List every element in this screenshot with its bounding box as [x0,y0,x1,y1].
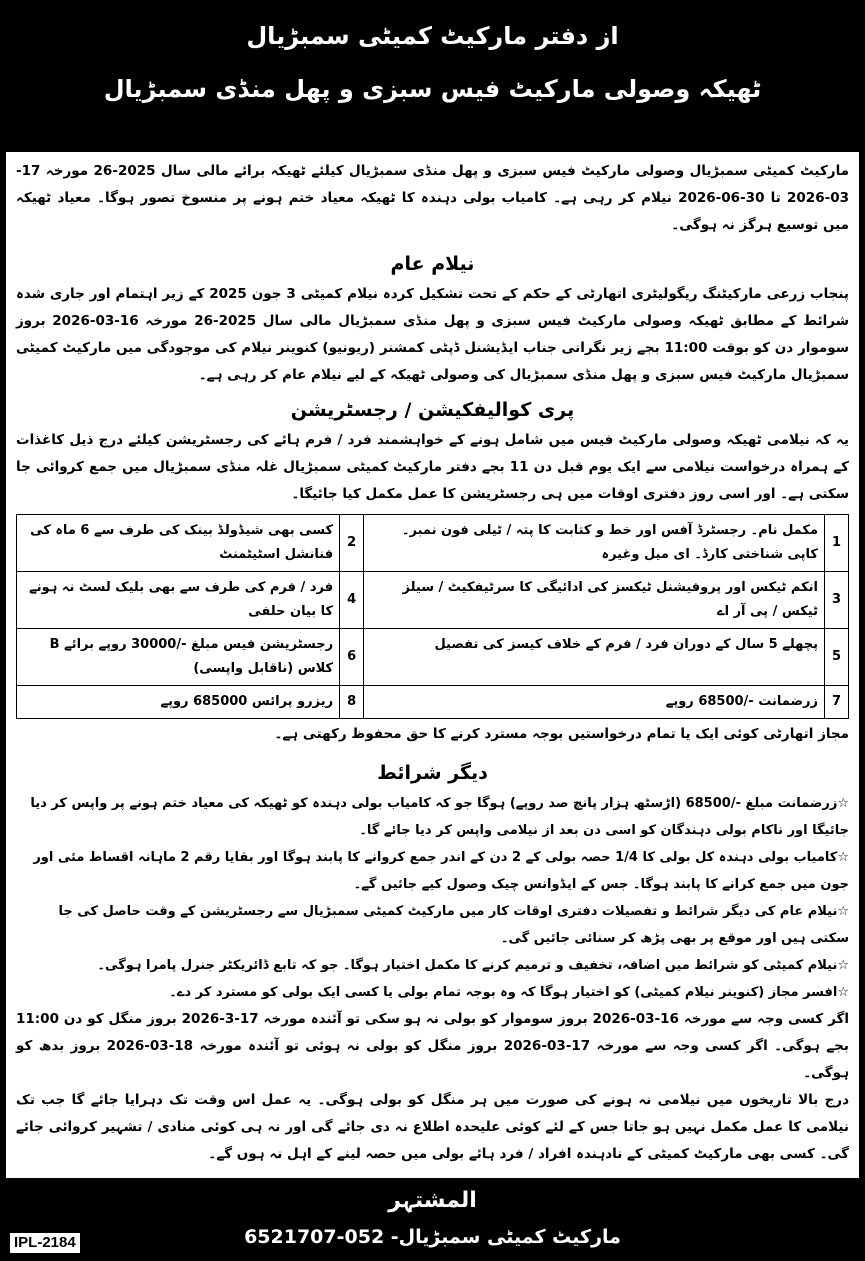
condition-text: زرضمانت مبلغ -/68500 (اڑسٹھ ہزار پانچ صد روپے) ہوگا جو کہ کامیاب بولی دہندہ کو ٹھیکہ کی معیاد ختم ہونے پر واپس کر دیا جائیگا اور ناکام بولی دہندگان کو اسی دن بعد از نیلامی واپس کر دیا جائے گا۔ [30,796,849,838]
item-text: کسی بھی شیڈولڈ بینک کی طرف سے 6 ماہ کی فنانشل اسٹیٹمنٹ [17,515,340,572]
item-number: 7 [825,686,849,719]
item-text: پچھلے 5 سال کے دوران فرد / فرم کے خلاف کیسز کی تفصیل [364,629,825,686]
condition-item [16,952,849,979]
condition-item [16,844,849,898]
contact-line: مارکیٹ کمیٹی سمبڑیال- 052-6521707 [244,1226,621,1248]
item-text: ریزرو پرائس 685000 روپے [17,686,340,719]
star-icon: ☆ [837,904,849,919]
condition-text: نیلام کمیٹی کو شرائط میں اضافہ، تخفیف و ترمیم کرنے کا مکمل اختیار ہوگا۔ جو کہ تابع ڈائریکٹر جنرل پامرا ہوگی۔ [97,958,838,973]
condition-text: کامیاب بولی دہندہ کل بولی کا 1/4 حصہ بولی کے 2 دن کے اندر جمع کروانے کا پابند ہوگا اور بقایا رقم 2 ماہانہ اقساط مئی اور جون میں جمع کرانے کا پابند ہوگا۔ جس کے ایڈوانس چیک وصول کیے جائیں گے۔ [33,850,849,892]
star-icon: ☆ [837,850,849,865]
advertiser-signature: المشتہر [388,1188,477,1213]
table-row [17,629,849,686]
authority-note: مجاز اتھارٹی کوئی ایک یا تمام درخواستیں بوجہ مسترد کرنے کا حق محفوظ رکھتی ہے۔ [274,726,849,742]
item-text: مکمل نام۔ رجسٹرڈ آفس اور خط و کتابت کا پتہ / ٹیلی فون نمبر۔ کاپی شناختی کارڈ۔ ای میل وغیرہ [364,515,825,572]
star-icon: ☆ [837,985,849,1000]
table-row [17,686,849,719]
footer-banner [0,1180,865,1261]
item-number: 3 [825,572,849,629]
condition-item [16,979,849,1006]
registration-heading: پری کوالیفکیشن / رجسٹریشن [290,399,575,421]
notice-body [4,150,861,1180]
notice-title: ٹھیکہ وصولی مارکیٹ فیس سبزی و پھل منڈی سمبڑیال [103,75,762,103]
condition-text: افسر مجاز (کنوینر نیلام کمیٹی) کو اختیار ہوگا کہ وہ بوجہ تمام بولی یا کسی ایک بولی کو مسترد کر دے۔ [169,985,838,1000]
office-title: از دفتر مارکیٹ کمیٹی سمبڑیال [246,22,619,50]
star-icon: ☆ [837,796,849,811]
item-text: انکم ٹیکس اور پروفیشنل ٹیکسز کی ادائیگی کا سرٹیفکیٹ / سیلز ٹیکس / پی آر اے [364,572,825,629]
item-number: 1 [825,515,849,572]
conditions-heading: دیگر شرائط [377,762,488,784]
condition-item [16,898,849,952]
condition-text: نیلام عام کی دیگر شرائط و تفصیلات دفتری اوقات کار میں مارکیٹ کمیٹی سمبڑیال سے رجسٹریشن کے وقت حاصل کی جا سکتی ہیں اور موقع پر بھی پڑھ کر سنائی جائیں گی۔ [58,904,849,946]
auction-paragraph: پنجاب زرعی مارکیٹنگ ریگولیٹری اتھارٹی کے حکم کے تحت تشکیل کردہ نیلام کمیٹی 3 جون 2025 کے زیر اہتمام اور جاری شدہ شرائط کے مطابق ٹھیکہ وصولی مارکیٹ فیس سبزی و پھل منڈی سمبڑیال مالی سال 2025-26 مورخہ 16-03-2026 بروز سوموار دن کو بوقت 11:00 بجے زیر نگرانی جناب ایڈیشنل ڈپٹی کمشنر (ریونیو) کنوینر نیلام کی موجودگی میں مارکیٹ کمیٹی سمبڑیال مارکیٹ فیس سبزی و پھل منڈی سمبڑیال کی وصولی ٹھیکہ کے لیے نیلام عام کر رہی ہے۔ [16,286,849,383]
condition-item [16,790,849,844]
intro-paragraph: مارکیٹ کمیٹی سمبڑیال وصولی مارکیٹ فیس سبزی و پھل منڈی سمبڑیال کیلئے ٹھیکہ برائے مالی سال 2025-26 مورخہ 17-03-2026 تا 30-06-2026 نیلام کر رہی ہے۔ کامیاب بولی دہندہ کا ٹھیکہ معیاد ختم ہونے پر منسوخ تصور ہوگا۔ معیاد ٹھیکہ میں توسیع ہرگز نہ ہوگی۔ [16,163,849,233]
item-number: 4 [340,572,364,629]
documents-table [16,514,849,719]
item-number: 6 [340,629,364,686]
table-row [17,572,849,629]
item-number: 5 [825,629,849,686]
star-icon: ☆ [837,958,849,973]
item-number: 2 [340,515,364,572]
item-text: زرضمانت -/68500 روپے [364,686,825,719]
repeat-auction-paragraph: درج بالا تاریخوں میں نیلامی نہ ہونے کی صورت میں ہر منگل کو بولی ہوگی۔ یہ عمل اس وقت تک دہرایا جائے گا جب تک نیلامی کا عمل مکمل نہیں ہو جاتا جس کے لئے کوئی علیحدہ اطلاع نہ دی جائے گی اور نہ ہی کوئی منادی / تشہیر کروائی جائے گی۔ کسی بھی مارکیٹ کمیٹی کے نادہندہ افراد / فرد ہائے بولی میں حصہ لینے کے اہل نہ ہوں گے۔ [16,1092,849,1162]
item-text: فرد / فرم کی طرف سے بھی بلیک لسٹ نہ ہونے کا بیان حلفی [17,572,340,629]
ad-code: IPL-2184 [10,1233,80,1253]
auction-heading: نیلام عام [390,253,475,275]
postponement-paragraph: اگر کسی وجہ سے مورخہ 16-03-2026 بروز سوموار کو بولی نہ ہو سکی تو آئندہ مورخہ 17-3-2026 بروز منگل کو دن 11:00 بجے ہوگی۔ اگر کسی وجہ سے مورخہ 17-03-2026 بروز منگل کو بولی نہ ہوئی تو آئندہ مورخہ 18-03-2026 بروز بدھ کو ہوگی۔ [16,1011,850,1081]
item-number: 8 [340,686,364,719]
header-banner [0,0,865,150]
item-text: رجسٹریشن فیس مبلغ -/30000 روپے برائے B کلاس (ناقابل واپسی) [17,629,340,686]
registration-paragraph: یہ کہ نیلامی ٹھیکہ وصولی مارکیٹ فیس میں شامل ہونے کے خواہشمند فرد / فرم ہائے کی رجسٹریشن کیلئے درج ذیل کاغذات کے ہمراہ درخواست نیلامی سے ایک یوم قبل دن 11 بجے دفتر مارکیٹ کمیٹی سمبڑیال غلہ منڈی سمبڑیال میں جمع کروائی جا سکتی ہے۔ اور اسی روز دفتری اوقات میں ہی رجسٹریشن کا عمل مکمل کیا جائیگا۔ [16,432,850,502]
table-row [17,515,849,572]
